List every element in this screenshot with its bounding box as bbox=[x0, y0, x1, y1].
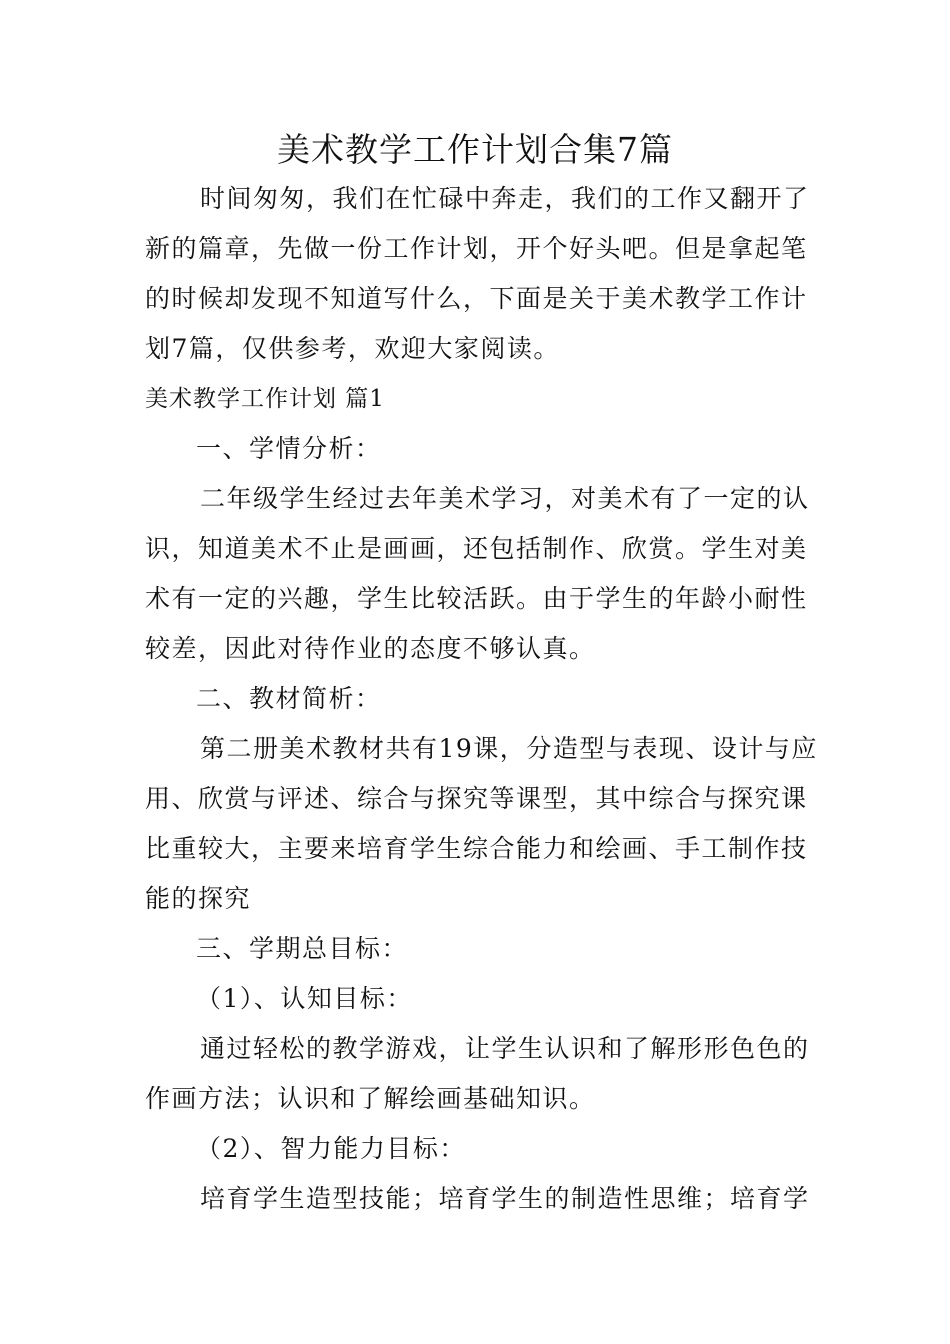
paragraph-line: 培育学生造型技能；培育学生的制造性思维；培育学 bbox=[200, 1184, 810, 1213]
paragraph-line: 用、欣赏与评述、综合与探究等课型，其中综合与探究课 bbox=[145, 784, 808, 813]
subsection-heading: 二、教材简析： bbox=[196, 684, 382, 713]
paragraph-line: 较差，因此对待作业的态度不够认真。 bbox=[145, 634, 596, 663]
paragraph-line: 术有一定的兴趣，学生比较活跃。由于学生的年龄小耐性 bbox=[145, 584, 808, 613]
paragraph-line: 时间匆匆，我们在忙碌中奔走，我们的工作又翻开了 bbox=[200, 184, 810, 213]
paragraph-line: 二年级学生经过去年美术学习，对美术有了一定的认 bbox=[200, 484, 810, 513]
subsection-heading: 三、学期总目标： bbox=[196, 934, 409, 963]
paragraph-line: 比重较大，主要来培育学生综合能力和绘画、手工制作技 bbox=[145, 834, 808, 863]
paragraph-line: 划7篇，仅供参考，欢迎大家阅读。 bbox=[145, 334, 560, 363]
section-heading: 美术教学工作计划 篇1 bbox=[145, 386, 385, 412]
subsection-heading: 一、学情分析： bbox=[196, 434, 382, 463]
paragraph-line: 作画方法；认识和了解绘画基础知识。 bbox=[145, 1084, 596, 1113]
paragraph-line: 的时候却发现不知道写什么，下面是关于美术教学工作计 bbox=[145, 284, 808, 313]
document-title: 美术教学工作计划合集7篇 bbox=[277, 130, 673, 169]
item-heading: （2）、智力能力目标： bbox=[196, 1134, 466, 1163]
paragraph-line: 识，知道美术不止是画画，还包括制作、欣赏。学生对美 bbox=[145, 534, 808, 563]
paragraph-line: 新的篇章，先做一份工作计划，开个好头吧。但是拿起笔 bbox=[145, 234, 808, 263]
paragraph-line: 第二册美术教材共有19课，分造型与表现、设计与应 bbox=[200, 734, 818, 763]
paragraph-line: 通过轻松的教学游戏，让学生认识和了解形形色色的 bbox=[200, 1034, 810, 1063]
paragraph-line: 能的探究 bbox=[145, 884, 252, 913]
item-heading: （1）、认知目标： bbox=[196, 984, 413, 1013]
